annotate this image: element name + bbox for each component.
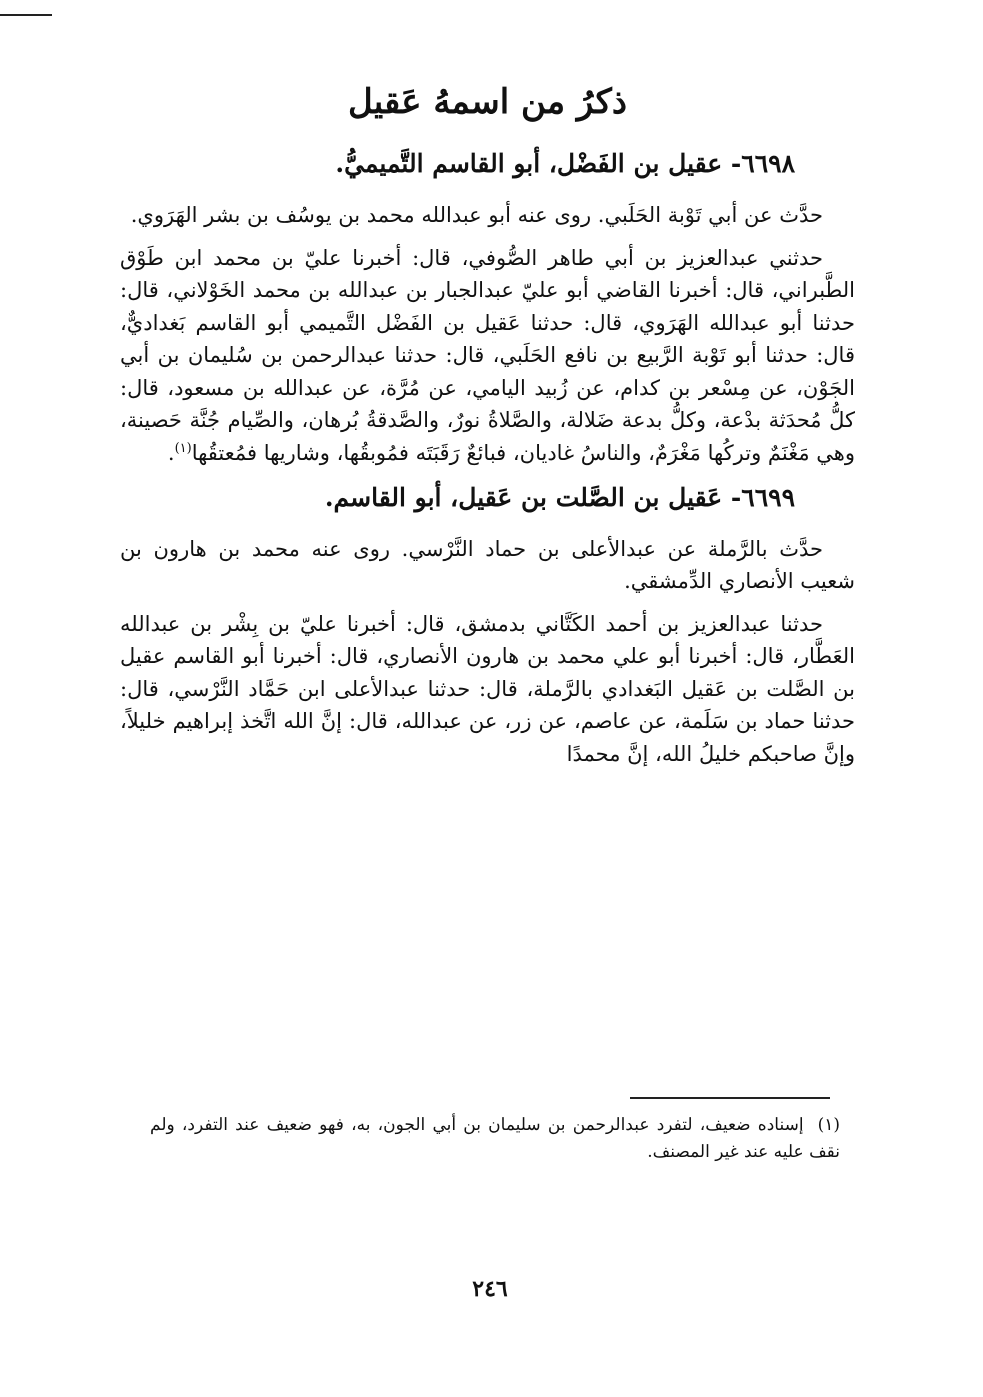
footnote xyxy=(150,1112,840,1166)
entry-6699 xyxy=(120,480,855,771)
entry-heading: ٦٦٩٨- عقيل بن الفَضْل، أبو القاسم التَّميميُّ. xyxy=(335,149,795,179)
footnote-reference: (١) xyxy=(174,441,192,457)
entry-paragraph-text: حدثني عبدالعزيز بن أبي طاهر الصُّوفي، قال: أخبرنا عليّ بن محمد ابن طَوْق الطَّبراني، قال: أخبرنا القاضي أبو عليّ عبدالجبار بن عبدالله بن محمد الخَوْلاني، قال: حدثنا أبو عبدالله الهَرَوي، قال: حدثنا عَقيل بن الفَضْل التَّميمي أبو القاسم بَغداديٌّ، قال: حدثنا أبو تَوْبة الرَّبيع بن نافع الحَلَبي، قال: حدثنا عبدالرحمن بن سُليمان بن أبي الجَوْن، عن مِسْعر بن كدام، عن زُبيد اليامي، عن مُرَّة، عن عبدالله بن مسعود، قال: كلُّ مُحدَثة بدْعة، وكلُّ بدعة ضَلالة، والصَّلاةُ نورٌ، والصَّدقةُ بُرهان، والصِّيام جُنَّة حَصينة، وهي مَغْنَمٌ وتركُها مَغْرَمٌ، والناسُ غاديان، فبائعٌ رَقَبَتَه فمُوبقُها، وشاريها فمُعتقُها xyxy=(120,245,855,466)
entry-6698 xyxy=(120,146,855,469)
entry-paragraph: حدثنا عبدالعزيز بن أحمد الكَتَّاني بدمشق، قال: أخبرنا عليّ بن بِشْر بن عبدالله العَطَّار، قال: أخبرنا أبو علي محمد بن هارون الأنصاري، قال: أخبرنا أبو القاسم عقيل بن الصَّلت بن عَقيل البَغدادي بالرَّملة، قال: حدثنا عبدالأعلى ابن حَمَّاد النَّرْسي، قال: حدثنا حماد بن سَلَمة، عن عاصم، عن زر، عن عبدالله، قال: إنَّ الله اتَّخذ إبراهيم خليلاً، وإنَّ صاحبكم خليلُ الله، إنَّ محمدًا xyxy=(120,611,855,766)
footnote-marker: (١) xyxy=(817,1115,840,1135)
footnote-text: إسناده ضعيف، لتفرد عبدالرحمن بن سليمان بن أبي الجون، به، فهو ضعيف عند التفرد، ولم نقف عليه عند غير المصنف. xyxy=(150,1115,840,1163)
section-title: ذكرُ من اسمهُ عَقيل xyxy=(347,82,627,122)
entry-paragraph: حدَّث بالرَّملة عن عبدالأعلى بن حماد النَّرْسي. روى عنه محمد بن هارون بن شعيب الأنصاري الدِّمشقي. xyxy=(120,536,855,594)
footnote-rule xyxy=(630,1097,830,1099)
corner-rule xyxy=(0,14,52,16)
entry-heading: ٦٦٩٩- عَقيل بن الصَّلت بن عَقيل، أبو القاسم. xyxy=(324,482,795,512)
entry-paragraph: حدثني عبدالعزيز بن أبي طاهر الصُّوفي، قال: أخبرنا عليّ بن محمد ابن طَوْق الطَّبراني، قال: أخبرنا القاضي أبو عليّ عبدالجبار بن عبدالله بن محمد الخَوْلاني، قال: حدثنا أبو عبدالله الهَرَوي، قال: حدثنا عَقيل بن الفَضْل التَّميمي أبو القاسم بَغداديٌّ، قال: حدثنا أبو تَوْبة الرَّبيع بن نافع الحَلَبي، قال: حدثنا عبدالرحمن بن سُليمان بن أبي الجَوْن، عن مِسْعر بن كدام، عن زُبيد اليامي، عن مُرَّة، عن عبدالله بن مسعود، قال: كلُّ مُحدَثة بدْعة، وكلُّ بدعة ضَلالة، والصَّلاةُ نورٌ، والصَّدقةُ بُرهان، والصِّيام جُنَّة حَصينة، وهي مَغْنَمٌ وتركُها مَغْرَمٌ، والناسُ غاديان، فبائعٌ رَقَبَتَه فمُوبقُها، وشاريها فمُعتقُها$^{(١)}$. xyxy=(120,245,855,466)
page-number: ٢٤٦ xyxy=(472,1276,508,1302)
page-body xyxy=(120,80,855,780)
entry-paragraph: حدَّث عن أبي تَوْبة الحَلَبي. روى عنه أبو عبدالله محمد بن يوسُف بن بشر الهَرَوي. xyxy=(130,203,823,228)
